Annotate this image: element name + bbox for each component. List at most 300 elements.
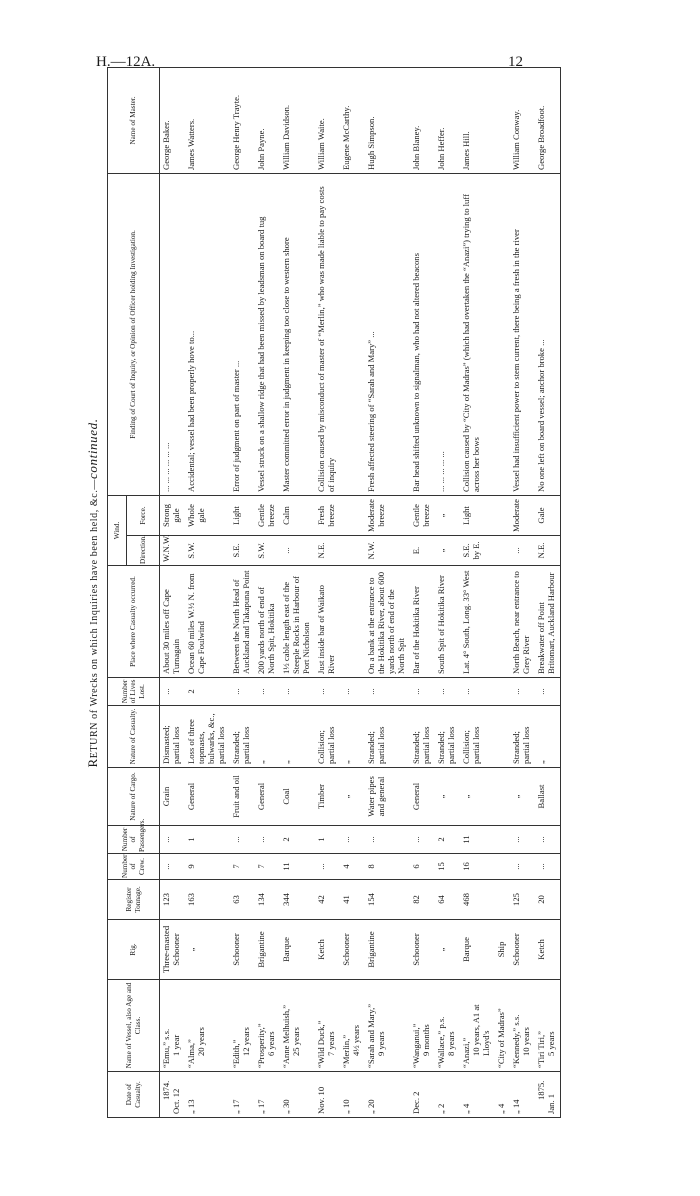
cell-tonnage-tonnage: 20: [536, 895, 546, 904]
table-row: [185, 67, 230, 1117]
cell-rig: [255, 920, 280, 980]
cell-vessel-vessel: “Anazi,”: [461, 1037, 471, 1068]
cell-vessel-vessel: “City of Madras”: [496, 1008, 506, 1068]
cell-wind-force: [460, 495, 495, 535]
cell-place-place: Between the North Head of Auckland and Takapuna Point: [231, 570, 251, 674]
cell-finding: [340, 173, 365, 495]
cell-passengers-passengers: 2: [436, 837, 446, 842]
cell-tonnage-tonnage: 64: [436, 895, 446, 904]
cell-casualty: [460, 706, 495, 768]
cell-crew-crew: ...: [511, 863, 521, 870]
cell-date-date: Oct. 12: [171, 1088, 181, 1114]
cell-cargo-cargo: Timber: [316, 784, 326, 809]
cell-cargo-cargo: Ballast: [536, 784, 546, 809]
cell-cargo-cargo: General: [411, 782, 421, 811]
cell-tonnage: [410, 880, 435, 920]
cell-cargo: [435, 768, 460, 826]
cell-finding-finding: Vessel had insufficient power to stem current, there being a fresh in the river: [511, 229, 521, 492]
cell-finding: [280, 173, 315, 495]
cell-master: [185, 67, 230, 173]
cell-casualty-casualty: Stranded; partial loss: [436, 726, 456, 764]
cell-casualty-casualty: „: [281, 760, 291, 764]
header-wind-direction: Direction.: [127, 536, 160, 566]
cell-wind-force: [435, 495, 460, 535]
cell-cargo: [255, 768, 280, 826]
rotated-table-region: [85, 68, 657, 1118]
cell-vessel: [160, 980, 186, 1072]
cell-rig-rig: Brigantine: [256, 931, 266, 968]
cell-passengers-passengers: ...: [511, 836, 521, 843]
cell-wind-direction: [365, 536, 410, 566]
cell-lives-lives: 2: [186, 689, 196, 694]
cell-crew-crew: 16: [461, 862, 471, 871]
cell-crew-crew: 7: [256, 864, 266, 869]
cell-passengers-passengers: 11: [461, 835, 471, 844]
cell-casualty-casualty: Dismasted; partial loss: [161, 725, 181, 764]
cell-wind-force-force: Calm: [281, 506, 291, 525]
cell-finding-finding: No one left on board vessel; anchor broke ...: [536, 339, 546, 492]
cell-place: [230, 566, 255, 678]
cell-wind-direction-dir: S.E. by E.: [461, 541, 481, 560]
cell-casualty-casualty: „: [256, 760, 266, 764]
cell-cargo-cargo: Fruit and oil: [231, 775, 241, 818]
header-master: Name of Master.: [108, 67, 160, 173]
cell-tonnage: [255, 880, 280, 920]
cell-passengers-passengers: 2: [281, 837, 291, 842]
header-cargo: Nature of Cargo.: [108, 768, 160, 826]
cell-wind-direction: [510, 536, 535, 566]
cell-crew-crew: 8: [366, 864, 376, 869]
cell-vessel-age: 25 years: [291, 1027, 301, 1056]
cell-vessel: [435, 980, 460, 1072]
header-wind-force: Force.: [127, 495, 160, 535]
cell-rig: [230, 920, 255, 980]
cell-vessel: [510, 980, 535, 1072]
cell-master-master: Eugene McCarthy.: [341, 105, 351, 170]
cell-master: [230, 67, 255, 173]
cell-place-place: Bar of the Hokitika River: [411, 586, 421, 674]
cell-master-master: William Conway.: [511, 109, 521, 170]
cell-master-master: John Blaney.: [411, 125, 421, 170]
cell-vessel-vessel: “Sarah and Mary,”: [366, 1003, 376, 1068]
cell-passengers-passengers: ...: [411, 836, 421, 843]
cell-crew: [460, 854, 495, 880]
cell-wind-force-force: Light: [461, 506, 471, 525]
cell-tonnage: [435, 880, 460, 920]
cell-wind-direction: [315, 536, 340, 566]
cell-passengers: [230, 826, 255, 854]
cell-crew: [535, 854, 561, 880]
cell-tonnage-tonnage: 42: [316, 895, 326, 904]
cell-wind-force-force: Moderate: [511, 499, 521, 532]
cell-finding: [460, 173, 495, 495]
cell-place: [535, 566, 561, 678]
cell-vessel-vessel: “Prosperity,”: [256, 1023, 266, 1068]
cell-lives-lives: ...: [536, 688, 546, 695]
cell-wind-force: [365, 495, 410, 535]
cell-lives-lives: ...: [461, 688, 471, 695]
cell-cargo-cargo: „: [511, 794, 521, 799]
cell-finding: [365, 173, 410, 495]
cell-cargo-cargo: Water pipes and general: [366, 776, 386, 817]
table-row: [365, 67, 410, 1117]
cell-wind-direction-dir: N.W.: [366, 541, 376, 560]
cell-vessel-age: 10 years, A1 at Lloyd's: [471, 1004, 491, 1056]
cell-finding: [230, 173, 255, 495]
cell-finding: [435, 173, 460, 495]
cell-crew-crew: 15: [436, 862, 446, 871]
cell-rig-rig: „: [436, 947, 446, 952]
cell-date-date: „ 13: [186, 1099, 196, 1114]
cell-cargo: [495, 768, 510, 826]
cell-lives: [340, 678, 365, 706]
cell-vessel: [280, 980, 315, 1072]
cell-place-place: 200 yards north of end of North Spit, Hokitika: [256, 586, 276, 674]
cell-casualty-casualty: Collision; partial loss: [461, 726, 481, 764]
cell-cargo: [280, 768, 315, 826]
cell-date: [460, 1072, 495, 1118]
cell-lives: [410, 678, 435, 706]
cell-date: [185, 1072, 230, 1118]
cell-place-place: Lat. 4° South, Long. 33° West: [461, 570, 471, 674]
cell-wind-direction: [230, 536, 255, 566]
cell-vessel-age: 1 year: [171, 1034, 181, 1056]
header-tonnage: Register Tonnage.: [108, 880, 160, 920]
cell-wind-force-force: Gale: [536, 507, 546, 524]
cell-master: [410, 67, 435, 173]
cell-passengers: [185, 826, 230, 854]
cell-lives: [230, 678, 255, 706]
cell-vessel: [495, 980, 510, 1072]
header-place: Place where Casualty occurred.: [108, 566, 160, 678]
cell-cargo: [340, 768, 365, 826]
cell-rig-rig: Barque: [461, 937, 471, 962]
page-header-code: H.—12A.: [96, 54, 156, 70]
cell-finding-finding: Collision caused by misconduct of master of “Merlin,” who was made liable to pay costs of inquiry: [316, 186, 336, 492]
cell-lives: [460, 678, 495, 706]
cell-passengers-passengers: ...: [256, 836, 266, 843]
cell-crew-crew: 6: [411, 864, 421, 869]
cell-rig: [185, 920, 230, 980]
cell-rig: [435, 920, 460, 980]
cell-vessel-vessel: “Alma,”: [186, 1039, 196, 1068]
cell-rig: [340, 920, 365, 980]
cell-rig: [510, 920, 535, 980]
cell-vessel: [315, 980, 340, 1072]
cell-wind-force: [255, 495, 280, 535]
cell-passengers-passengers: ...: [366, 836, 376, 843]
cell-wind-direction: [495, 536, 510, 566]
cell-date-date: „ 14: [511, 1099, 521, 1114]
cell-crew: [230, 854, 255, 880]
cell-tonnage: [535, 880, 561, 920]
cell-passengers-passengers: ...: [341, 836, 351, 843]
cell-date: [535, 1072, 561, 1118]
cell-tonnage-tonnage: 63: [231, 895, 241, 904]
cell-passengers: [510, 826, 535, 854]
cell-finding-finding: Master committed error in judgment in keeping too close to western shore: [281, 237, 291, 492]
cell-tonnage-tonnage: 123: [161, 893, 171, 906]
cell-master: [495, 67, 510, 173]
cell-cargo: [510, 768, 535, 826]
table-row: [340, 67, 365, 1117]
header-passengers: Number of Passengers.: [108, 826, 160, 854]
cell-wind-direction-dir: W.N.W.: [161, 534, 171, 562]
cell-passengers: [315, 826, 340, 854]
cell-date-date: „ 10: [341, 1099, 351, 1114]
cell-crew: [340, 854, 365, 880]
cell-vessel: [255, 980, 280, 1072]
cell-place: [495, 566, 510, 678]
cell-finding: [495, 173, 510, 495]
table-row: [410, 67, 435, 1117]
cell-vessel: [535, 980, 561, 1072]
cell-vessel-vessel: “Emu,” s.s.: [161, 1028, 171, 1068]
cell-lives: [435, 678, 460, 706]
cell-wind-force-force: Fresh breeze: [316, 504, 336, 527]
cell-wind-force-force: Moderate breeze: [366, 499, 386, 532]
cell-finding-finding: Bar head shifted unknown to signalman, who had not altered beacons: [411, 253, 421, 492]
cell-casualty-casualty: „: [341, 760, 351, 764]
cell-finding-finding: Fresh affected steering of “Sarah and Mary” ...: [366, 331, 376, 492]
cell-rig: [460, 920, 495, 980]
cell-casualty-casualty: Collision; partial loss: [316, 726, 336, 764]
cell-casualty: [315, 706, 340, 768]
cell-lives-lives: ...: [511, 688, 521, 695]
cell-wind-direction: [340, 536, 365, 566]
cell-crew-crew: ...: [536, 863, 546, 870]
cell-rig: [160, 920, 186, 980]
cell-tonnage: [460, 880, 495, 920]
cell-master-master: George Henry Trayte.: [231, 94, 241, 170]
cell-vessel-vessel: “Tiri Tiri,”: [536, 1031, 546, 1068]
cell-master: [160, 67, 186, 173]
cell-lives-lives: ...: [256, 688, 266, 695]
header-rig: Rig.: [108, 920, 160, 980]
cell-date-date: Jan. 1: [546, 1093, 556, 1114]
cell-wind-direction: [185, 536, 230, 566]
cell-rig: [410, 920, 435, 980]
cell-casualty: [185, 706, 230, 768]
cell-vessel: [410, 980, 435, 1072]
cell-date: [410, 1072, 435, 1118]
cell-rig-rig: Schooner: [511, 933, 521, 966]
cell-date: [365, 1072, 410, 1118]
cell-crew: [280, 854, 315, 880]
title-main: ETURN of Wrecks on which Inquiries have been held, &c.—: [89, 478, 100, 759]
cell-cargo-cargo: Grain: [161, 786, 171, 807]
cell-master: [535, 67, 561, 173]
cell-casualty: [365, 706, 410, 768]
cell-wind-force: [315, 495, 340, 535]
cell-wind-force: [280, 495, 315, 535]
cell-lives-lives: ...: [231, 688, 241, 695]
cell-lives: [510, 678, 535, 706]
cell-date-year: 1874.: [161, 1080, 171, 1100]
cell-casualty: [280, 706, 315, 768]
cell-master: [280, 67, 315, 173]
cell-master-master: John Heffer.: [436, 127, 446, 170]
cell-tonnage: [495, 880, 510, 920]
cell-master-master: James Watters.: [186, 118, 196, 170]
cell-vessel-vessel: “Wild Duck,”: [316, 1020, 326, 1068]
cell-date: [495, 1072, 510, 1118]
cell-master: [255, 67, 280, 173]
cell-rig: [495, 920, 510, 980]
cell-lives: [315, 678, 340, 706]
cell-date-year: 1875.: [536, 1080, 546, 1100]
table-row: [495, 67, 510, 1117]
cell-cargo: [315, 768, 340, 826]
cell-lives-lives: ...: [366, 688, 376, 695]
cell-finding: [410, 173, 435, 495]
cell-cargo: [185, 768, 230, 826]
cell-tonnage-tonnage: 344: [281, 893, 291, 906]
cell-wind-force-force: Gentle breeze: [411, 504, 431, 527]
cell-wind-direction: [410, 536, 435, 566]
cell-master-master: James Hill.: [461, 131, 471, 170]
cell-rig-rig: Schooner: [341, 933, 351, 966]
cell-rig: [535, 920, 561, 980]
cell-rig-rig: Ketch: [316, 939, 326, 960]
cell-cargo: [160, 768, 186, 826]
cell-rig-rig: Brigantine: [366, 931, 376, 968]
cell-date: [255, 1072, 280, 1118]
cell-vessel: [230, 980, 255, 1072]
cell-vessel-age: 20 years: [196, 1027, 206, 1056]
cell-wind-force: [410, 495, 435, 535]
cell-tonnage: [510, 880, 535, 920]
cell-crew: [510, 854, 535, 880]
cell-passengers: [495, 826, 510, 854]
cell-lives: [365, 678, 410, 706]
cell-casualty: [160, 706, 186, 768]
header-vessel: Name of Vessel, also Age and Class.: [108, 980, 160, 1072]
cell-passengers-passengers: 1: [316, 837, 326, 842]
cell-passengers: [340, 826, 365, 854]
cell-crew: [185, 854, 230, 880]
cell-place-place: North Beach, near entrance to Grey River: [511, 571, 531, 674]
cell-cargo-cargo: „: [341, 794, 351, 799]
cell-tonnage: [315, 880, 340, 920]
cell-tonnage: [185, 880, 230, 920]
cell-master-master: George Broadfoot.: [536, 105, 546, 170]
cell-casualty: [230, 706, 255, 768]
cell-wind-direction-dir: S.W.: [256, 542, 266, 559]
cell-passengers: [280, 826, 315, 854]
cell-cargo: [460, 768, 495, 826]
cell-lives-lives: ...: [316, 688, 326, 695]
cell-master-master: George Baker.: [161, 120, 171, 170]
cell-vessel-vessel: “Kennedy,” s.s.: [511, 1014, 521, 1068]
cell-wind-direction-dir: N.E.: [536, 542, 546, 559]
cell-place-place: Ocean 60 miles W.½ N. from Cape Foulwind: [186, 573, 206, 674]
cell-wind-direction: [535, 536, 561, 566]
cell-casualty-casualty: „: [536, 760, 546, 764]
table-body: [160, 67, 561, 1117]
cell-vessel: [460, 980, 495, 1072]
cell-tonnage-tonnage: 468: [461, 893, 471, 906]
cell-crew-crew: ...: [161, 863, 171, 870]
cell-cargo-cargo: General: [256, 782, 266, 811]
cell-wind-force: [185, 495, 230, 535]
cell-date: [315, 1072, 340, 1118]
cell-tonnage-tonnage: 134: [256, 893, 266, 906]
cell-wind-force: [340, 495, 365, 535]
cell-cargo: [535, 768, 561, 826]
cell-lives-lives: ...: [436, 688, 446, 695]
cell-finding-finding: ... ... ... ... ...: [436, 451, 446, 492]
header-wind: Wind.: [108, 495, 127, 565]
cell-casualty: [495, 706, 510, 768]
cell-wind-force-force: Light: [231, 506, 241, 525]
cell-vessel-vessel: “Merlin,”: [341, 1034, 351, 1068]
cell-tonnage-tonnage: 41: [341, 895, 351, 904]
cell-rig-rig: Three-masted Schooner: [161, 925, 181, 974]
cell-master: [510, 67, 535, 173]
cell-casualty-casualty: Loss of three topmasts, bulwarks, &c., partial loss: [186, 713, 226, 764]
title-continued: continued.: [85, 418, 100, 479]
cell-date: [280, 1072, 315, 1118]
cell-crew: [160, 854, 186, 880]
cell-cargo: [365, 768, 410, 826]
cell-date-date: „ 30: [281, 1099, 291, 1114]
cell-crew-crew: ...: [316, 863, 326, 870]
cell-casualty-casualty: Stranded; partial loss: [366, 726, 386, 764]
cell-rig-rig: Ship: [496, 941, 506, 958]
cell-rig-rig: „: [186, 947, 196, 952]
cell-passengers: [410, 826, 435, 854]
cell-crew: [410, 854, 435, 880]
cell-crew-crew: 4: [341, 864, 351, 869]
cell-crew-crew: 7: [231, 864, 241, 869]
cell-wind-direction-dir: N.E.: [316, 542, 326, 559]
table-row: [280, 67, 315, 1117]
cell-passengers-passengers: ...: [231, 836, 241, 843]
cell-lives-lives: ...: [281, 688, 291, 695]
cell-casualty-casualty: Stranded; partial loss: [231, 726, 251, 764]
cell-master-master: Hugh Simpson.: [366, 116, 376, 170]
cell-wind-force: [535, 495, 561, 535]
header-finding: Finding of Court of Inquiry, or Opinion of Officer holding Investigation.: [108, 173, 160, 495]
cell-wind-direction-dir: ...: [281, 547, 291, 554]
cell-place: [315, 566, 340, 678]
cell-rig-rig: Ketch: [536, 939, 546, 960]
cell-crew: [365, 854, 410, 880]
cell-wind-direction-dir: S.E.: [231, 543, 241, 558]
cell-finding: [185, 173, 230, 495]
cell-place: [160, 566, 186, 678]
cell-rig: [280, 920, 315, 980]
cell-vessel-vessel: “Edith,”: [231, 1039, 241, 1068]
cell-date: [160, 1072, 186, 1118]
header-crew: Number of Crew.: [108, 854, 160, 880]
cell-casualty: [435, 706, 460, 768]
cell-wind-force-force: Strong gale: [161, 504, 181, 527]
cell-tonnage: [280, 880, 315, 920]
cell-cargo-cargo: General: [186, 782, 196, 811]
title-lead-letter: R: [85, 758, 100, 768]
cell-date: [230, 1072, 255, 1118]
cell-place: [255, 566, 280, 678]
cell-crew: [435, 854, 460, 880]
cell-vessel-age: 8 years: [446, 1031, 456, 1056]
cell-finding-finding: ... ... ... ... ... ...: [161, 442, 171, 492]
cell-place: [280, 566, 315, 678]
cell-wind-force-force: Whole gale: [186, 504, 206, 527]
cell-place-place: Just inside bar of Waikato River: [316, 585, 336, 674]
cell-lives: [160, 678, 186, 706]
